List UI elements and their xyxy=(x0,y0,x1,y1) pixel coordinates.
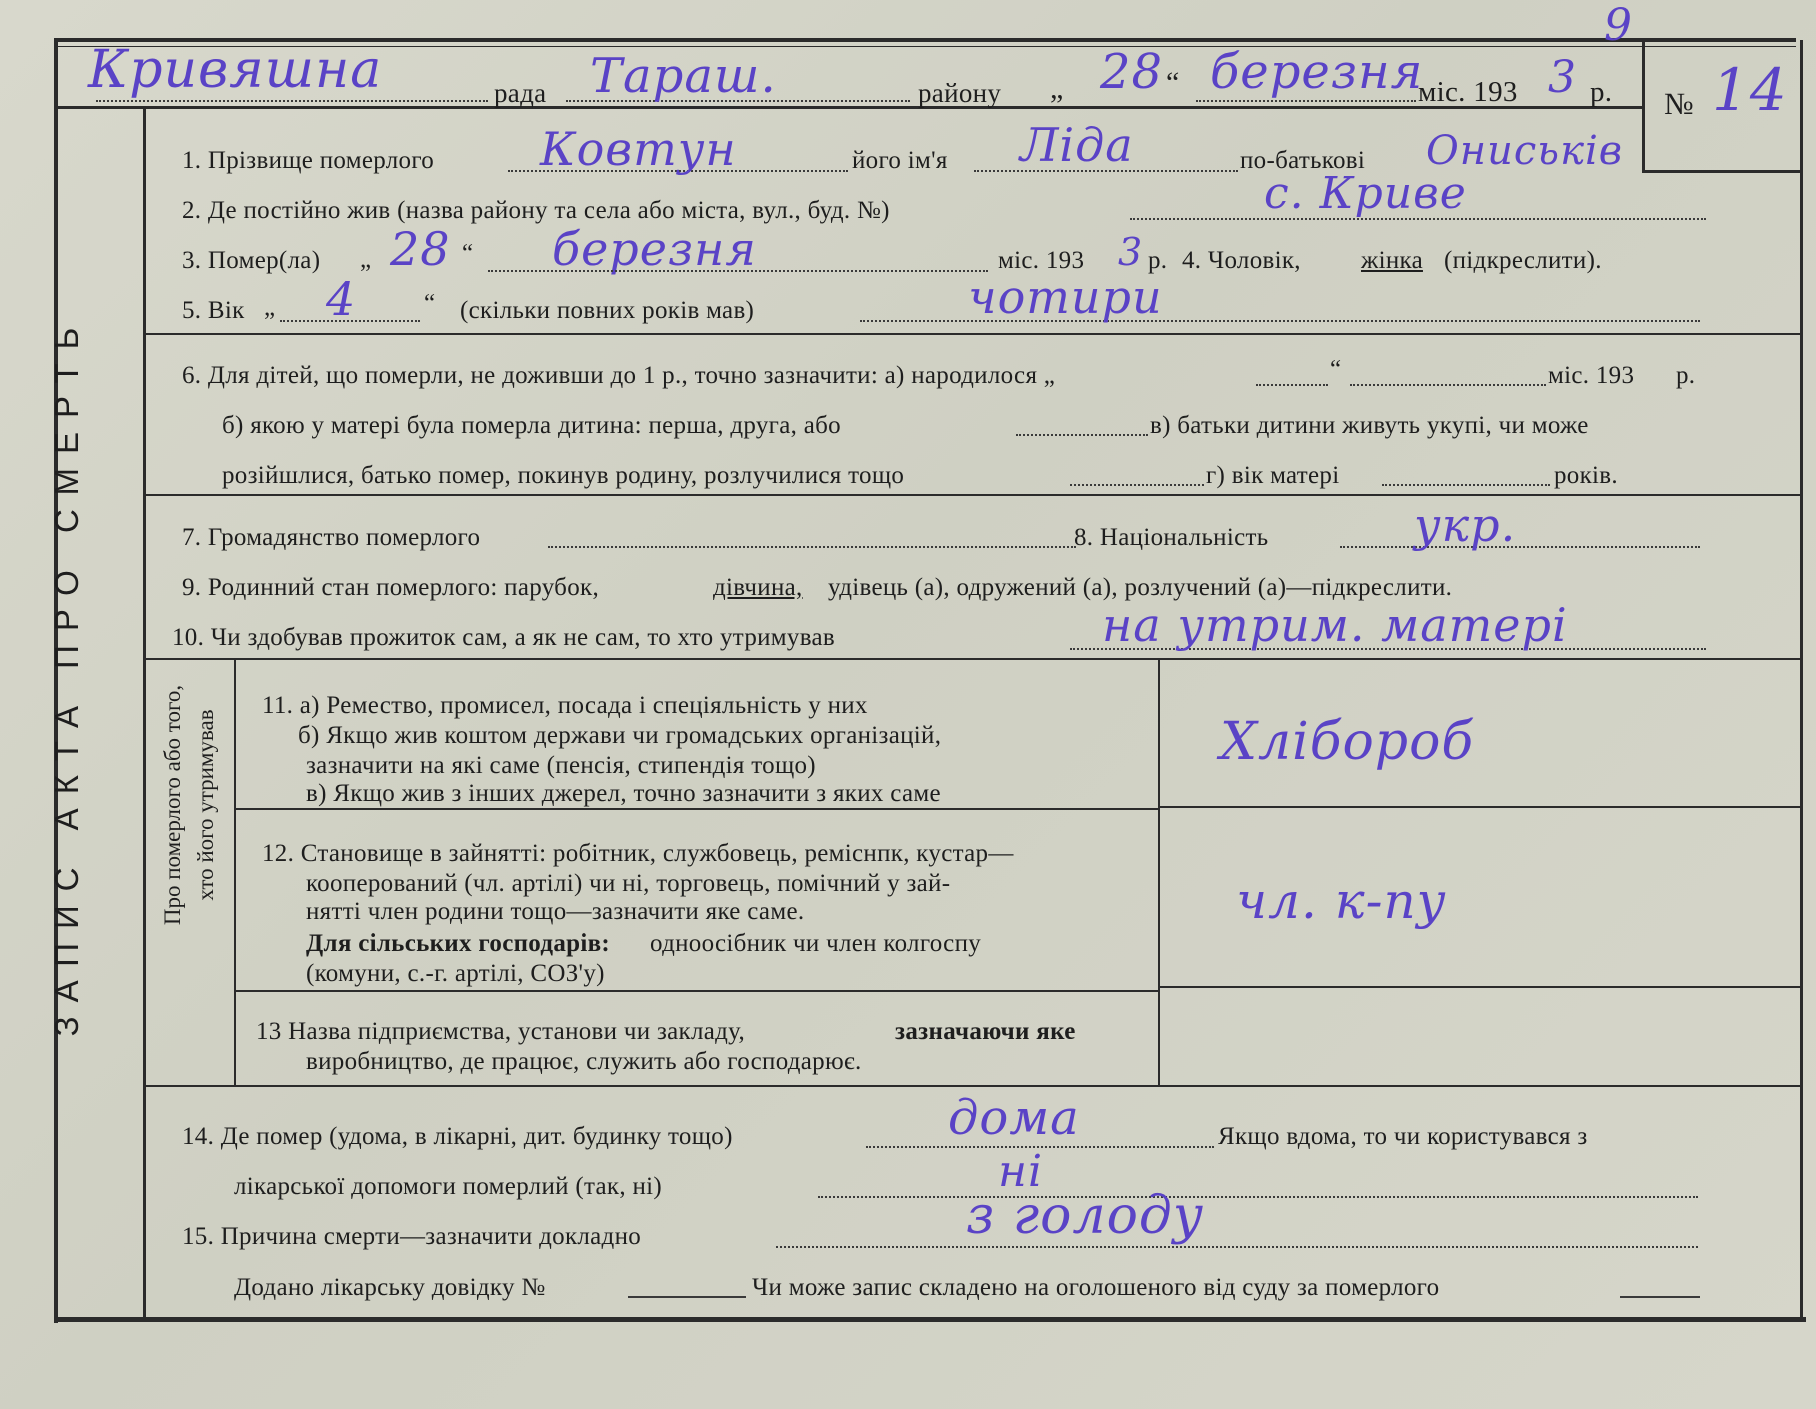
field-14-medical-dots xyxy=(818,1196,1698,1198)
inner-left-line xyxy=(143,108,146,1320)
field-6-years-label: років. xyxy=(1554,462,1618,489)
field-6-line-3-label: розійшлися, батько помер, покинув родину, розлучилися тощо xyxy=(222,462,905,489)
field-3-day-handwritten: 28 xyxy=(390,222,451,276)
field-1-name-handwritten: Ліда xyxy=(1020,118,1134,172)
number-box-bottom xyxy=(1642,170,1802,173)
field-9-marital-label: 9. Родинний стан померлого: парубок, xyxy=(182,574,600,601)
field-6-line-1-label: 6. Для дітей, що померли, не доживши до 1 р., точно зазначити: а) народилося „ xyxy=(182,362,1056,389)
header-number-label: № xyxy=(1664,86,1694,121)
section-line-5 xyxy=(145,333,1800,335)
header-day-close-quote: “ xyxy=(1166,66,1180,99)
field-12-farmers-label: Для сільських господарів: xyxy=(306,930,610,957)
field-16-certificate-line xyxy=(628,1296,746,1298)
field-9-girl-option: дівчина, xyxy=(713,574,803,601)
field-6-parents-status-dots xyxy=(1070,484,1204,486)
field-7-citizenship-label: 7. Громадянство померлого xyxy=(182,524,481,551)
section-line-10 xyxy=(145,658,1800,660)
subtable-side-label-2: хто його утримував xyxy=(193,709,218,901)
field-6-birth-close-quote: “ xyxy=(1330,356,1342,383)
field-8-nationality-dots xyxy=(1340,546,1700,548)
header-month-handwritten: березня xyxy=(1210,44,1424,100)
field-6-line-2-label: б) якою у матері була померла дитина: перша, друга, або xyxy=(222,412,841,439)
header-rada-label: рада xyxy=(494,78,547,108)
field-3-month-dots xyxy=(488,270,988,272)
frame-bottom-line xyxy=(54,1317,1806,1322)
field-2-residence-label: 2. Де постійно жив (назва району та села або міста, вул., буд. №) xyxy=(182,197,890,224)
field-1-surname-handwritten: Ковтун xyxy=(540,122,737,176)
header-month-dots xyxy=(1196,100,1416,102)
field-13-line-2: виробництво, де працює, служить або господарює. xyxy=(306,1048,862,1075)
field-6-line-2-parents-label: в) батьки дитини живуть укупі, чи може xyxy=(1150,412,1589,439)
field-6-child-order-dots xyxy=(1016,434,1148,436)
field-6-mother-age-label: г) вік матері xyxy=(1206,462,1340,489)
field-16-certificate-label: Додано лікарську довідку № xyxy=(234,1274,546,1301)
field-3-open-quote: „ xyxy=(360,246,372,273)
field-6-birth-month-dots xyxy=(1350,384,1546,386)
field-4-female-option: жінка xyxy=(1361,247,1423,274)
field-11-line-3: зазначити на які саме (пенсія, стипендія тощо) xyxy=(306,752,816,779)
header-corner-handwritten: 9 xyxy=(1604,0,1633,51)
header-district-label: району xyxy=(918,78,1002,108)
header-district-handwritten: Тараш. xyxy=(590,48,777,104)
field-5-age-words-handwritten: чотири xyxy=(968,270,1163,324)
field-12-farmers-options: одноосібник чи член колгоспу xyxy=(650,930,982,957)
form-side-title: ЗАПИС АКТА ПРО СМЕРТЬ xyxy=(48,313,85,1037)
field-12-line-3: нятті член родини тощо—зазначити яке саме. xyxy=(306,898,805,925)
field-5-open-quote: „ xyxy=(264,294,276,321)
header-day-open-quote: „ xyxy=(1050,72,1064,105)
header-year-prefix: міс. 193 xyxy=(1418,76,1518,108)
field-15-cause-dots xyxy=(776,1246,1698,1248)
field-10-support-label: 10. Чи здобував прожиток сам, а як не сам, то хто утримував xyxy=(172,624,835,651)
field-8-nationality-handwritten: укр. xyxy=(1414,498,1517,552)
number-box-left xyxy=(1642,42,1645,172)
subtable-row-line-2 xyxy=(236,990,1158,992)
field-1-name-label: його ім'я xyxy=(852,147,948,174)
field-1-patronymic-handwritten: Ониськів xyxy=(1426,128,1624,174)
section-line-6 xyxy=(145,494,1800,496)
field-14-home-question: Якщо вдома, то чи користувався з xyxy=(1218,1123,1588,1150)
header-day-handwritten: 28 xyxy=(1100,44,1164,100)
subtable-row-line-1 xyxy=(236,808,1158,810)
subtable-row-line-2-right xyxy=(1160,986,1800,988)
field-1-surname-label: 1. Прізвище померлого xyxy=(182,147,435,174)
header-year-suffix: р. xyxy=(1590,76,1613,108)
header-number-handwritten: 14 xyxy=(1712,56,1788,124)
field-9-marital-options: удівець (а), одружений (а), розлучений (а)—підкреслити. xyxy=(828,574,1453,601)
field-6-birth-year-prefix: міс. 193 xyxy=(1548,362,1635,389)
field-5-age-label: 5. Вік xyxy=(182,297,245,324)
field-11-line-2: б) Якщо жив коштом держави чи громадських організацій, xyxy=(298,722,942,749)
frame-right-line xyxy=(1800,40,1803,1320)
subtable-row-line-1-right xyxy=(1160,806,1800,808)
header-year-handwritten: 3 xyxy=(1548,52,1577,103)
field-15-cause-handwritten: з голоду xyxy=(966,1186,1205,1246)
header-village-dots xyxy=(96,100,488,102)
field-3-year-suffix: р. xyxy=(1148,247,1168,274)
field-3-death-label: 3. Помер(ла) xyxy=(182,247,321,274)
field-6-birth-year-suffix: р. xyxy=(1676,362,1696,389)
field-3-close-quote: “ xyxy=(462,240,474,267)
field-3-year-handwritten: 3 xyxy=(1118,230,1144,274)
field-7-citizenship-dots xyxy=(548,546,1076,548)
subtable-side-label-1: Про померлого або того, xyxy=(160,684,185,926)
field-5-age-handwritten: 4 xyxy=(326,272,357,326)
field-14-place-label: 14. Де помер (удома, в лікарні, дит. будинку тощо) xyxy=(182,1123,733,1150)
field-4-note: (підкреслити). xyxy=(1444,247,1602,274)
field-8-nationality-label: 8. Національність xyxy=(1074,524,1269,551)
field-5-note: (скільки повних років мав) xyxy=(460,297,755,324)
field-16-court-line xyxy=(1620,1296,1700,1298)
field-2-residence-handwritten: с. Криве xyxy=(1264,168,1467,219)
field-6-mother-age-dots xyxy=(1382,484,1550,486)
field-11-occupation-handwritten: Хлібороб xyxy=(1220,712,1475,772)
field-3-year-prefix: міс. 193 xyxy=(998,247,1085,274)
field-13-line-1: 13 Назва підприємства, установи чи закладу, xyxy=(256,1018,746,1045)
field-5-age-dots xyxy=(280,320,420,322)
section-line-13 xyxy=(145,1085,1800,1087)
field-4-sex-label: 4. Чоловік, xyxy=(1182,247,1301,274)
field-12-line-5: (комуни, с.-г. артілі, СОЗ'у) xyxy=(306,960,605,987)
field-15-cause-label: 15. Причина смерти—зазначити докладно xyxy=(182,1223,642,1250)
field-6-birth-day-dots xyxy=(1256,384,1328,386)
subtable-mid-line xyxy=(1158,660,1160,1085)
field-12-line-2: кооперований (чл. артілі) чи ні, торговець, помічний у зай- xyxy=(306,870,951,897)
header-village-handwritten: Кривяшна xyxy=(88,40,383,100)
field-14-medical-handwritten: ні xyxy=(998,1146,1044,1197)
field-16-court-label: Чи може запис складено на оголошеного від суду за померлого xyxy=(752,1274,1440,1301)
subtable-left-line xyxy=(234,660,236,1085)
field-11-line-1: 11. а) Ремество, промисел, посада і спеціяльність у них xyxy=(262,692,868,719)
field-12-line-1: 12. Становище в зайнятті: робітник, службовець, реміснпк, кустар— xyxy=(262,840,1014,867)
field-13-line-1-bold: зазначаючи яке xyxy=(895,1018,1076,1045)
header-bottom-line xyxy=(56,106,1644,109)
field-12-employment-handwritten: чл. к-пу xyxy=(1236,872,1447,930)
field-14-place-handwritten: дома xyxy=(948,1090,1080,1146)
field-5-close-quote: “ xyxy=(424,290,436,317)
field-14-medical-label: лікарської допомоги померлий (так, ні) xyxy=(234,1173,663,1200)
field-11-line-4: в) Якщо жив з інших джерел, точно зазначити з яких саме xyxy=(306,780,941,807)
field-10-support-handwritten: на утрим. матері xyxy=(1102,598,1568,652)
field-1-patronymic-label: по-батькові xyxy=(1240,147,1366,174)
field-3-month-handwritten: березня xyxy=(552,222,757,276)
